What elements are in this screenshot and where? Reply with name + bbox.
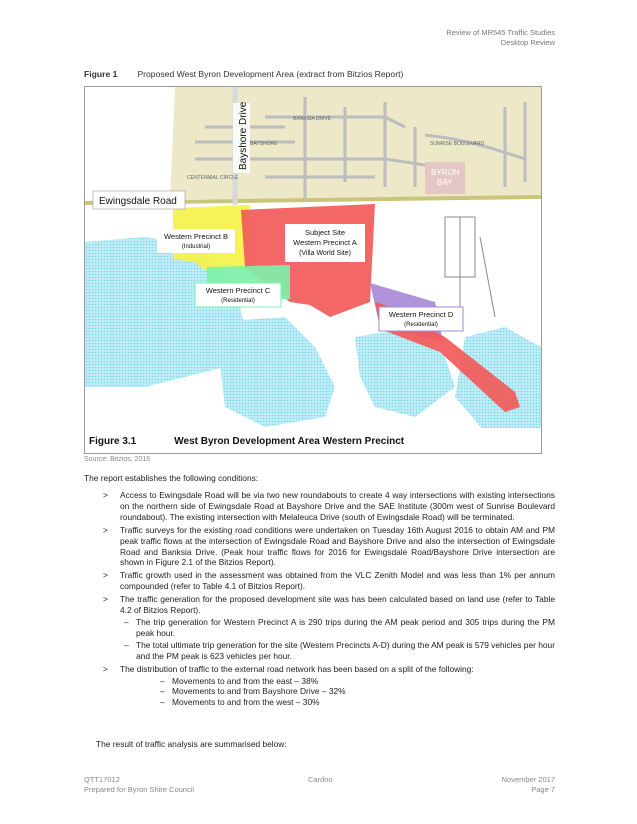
sub-item-west: – Movements to and from the west – 30% [120, 697, 555, 708]
precinct-b-type-label: (Industrial) [181, 244, 211, 250]
precinct-d-label: Western Precinct D [388, 310, 454, 319]
precinct-a-label-3: (Villa World Site) [299, 250, 351, 257]
ewingsdale-road-label: Ewingsdale Road [99, 196, 177, 207]
figure-number: Figure 1 [84, 69, 118, 79]
sub-item-precinct-a: – The trip generation for Western Precinct A is 290 trips during the AM peak period and 305 trips during the PM peak hour. [120, 617, 555, 639]
page-header [446, 28, 555, 48]
bullet-generation-text: The traffic generation for the proposed development site was has been calculated based on land use (refer to Table 4.2 of Bitzios Report). [120, 594, 555, 616]
precinct-a-label-1: Subject Site [304, 228, 346, 237]
bullet-distribution [100, 664, 555, 709]
figure-caption [84, 69, 403, 79]
street-sunrise-label: SUNRISE BOULEVARD [430, 141, 485, 147]
precinct-c-type-label: (Residential) [221, 298, 255, 304]
map-title [89, 436, 404, 447]
bullet-access: > Access to Ewingsdale Road will be via two new roundabouts to create 4 way intersections with existing intersections on the northern side of Ewingsdale Road at Bayshore Drive and the SAE Institute (300m west of Sunrise Boulevard roundabout). The existing intersection with Melaleuca Drive (south of Ewingsdale Road) will be terminated. [100, 490, 555, 523]
map-figure-title: West Byron Development Area Western Precinct [174, 436, 405, 447]
conditions-list [100, 490, 555, 710]
bullet-surveys: > Traffic surveys for the existing road conditions were undertaken on Tuesday 16th August 2016 to obtain AM and PM peak traffic flows at the intersection of Ewingsdale Road and Bayshore Drive and also the intersection of Ewingsdale Road and Banksia Drive. (Peak hour traffic flows for 2016 for Ewingsdale Road/Bayshore Drive intersection are shown in Figure 2.1 of the Bitzios Report). [100, 525, 555, 569]
bullet-generation [100, 594, 555, 661]
generation-sublist [120, 617, 555, 662]
figure-source: Source: Bitzios, 2016 [84, 456, 151, 463]
map-figure-number: Figure 3.1 [89, 436, 137, 447]
street-banksia-label: BANKSIA DRIVE [293, 116, 332, 122]
footer-ref: QTT17012 [84, 775, 120, 784]
sub-item-east: – Movements to and from the east – 38% [120, 676, 555, 687]
result-text: The result of traffic analysis are summarised below: [96, 739, 287, 749]
bullet-growth: > Traffic growth used in the assessment was obtained from the VLC Zenith Model and was less than 1% per annum compounded (refer to Table 4.1 of Bitzios Report). [100, 570, 555, 592]
byron-label-2: BAY [437, 178, 453, 187]
bullet-distribution-text: The distribution of traffic to the external road network has been based on a split of the following: [120, 663, 474, 674]
header-line-1: Review of MR545 Traffic Studies [446, 28, 555, 37]
intro-text: The report establishes the following conditions: [84, 473, 259, 483]
byron-label-1: BYRON [431, 168, 460, 177]
street-bayshore-small-label: BAYSHORE [250, 141, 278, 147]
sub-item-total: – The total ultimate trip generation for the site (Western Precincts A-D) during the AM peak is 579 vehicles per hour and the PM peak is 623 vehicles per hour. [120, 640, 555, 662]
map-figure [84, 86, 542, 454]
street-centennial-label: CENTENNIAL CIRCLE [187, 175, 239, 181]
footer-page: Page 7 [531, 785, 555, 794]
precinct-a-label-2: Western Precinct A [293, 238, 357, 247]
footer-right [502, 775, 555, 795]
footer-left [84, 775, 194, 795]
footer-prepared-for: Prepared for Byron Shire Council [84, 785, 195, 794]
bayshore-drive-label: Bayshore Drive [238, 101, 249, 170]
sub-item-bayshore: – Movements to and from Bayshore Drive – 32% [120, 686, 555, 697]
precinct-b-label: Western Precinct B [163, 232, 229, 241]
header-line-2: Desktop Review [500, 38, 555, 47]
distribution-sublist [120, 676, 555, 709]
figure-caption-text: Proposed West Byron Development Area (extract from Bitzios Report) [137, 69, 404, 79]
footer-date: November 2017 [501, 775, 555, 784]
footer-center [308, 775, 333, 785]
footer-company: Cardno [308, 775, 333, 784]
map-svg [85, 87, 541, 453]
precinct-c-label: Western Precinct C [205, 286, 271, 295]
precinct-d-type-label: (Residential) [404, 322, 438, 328]
